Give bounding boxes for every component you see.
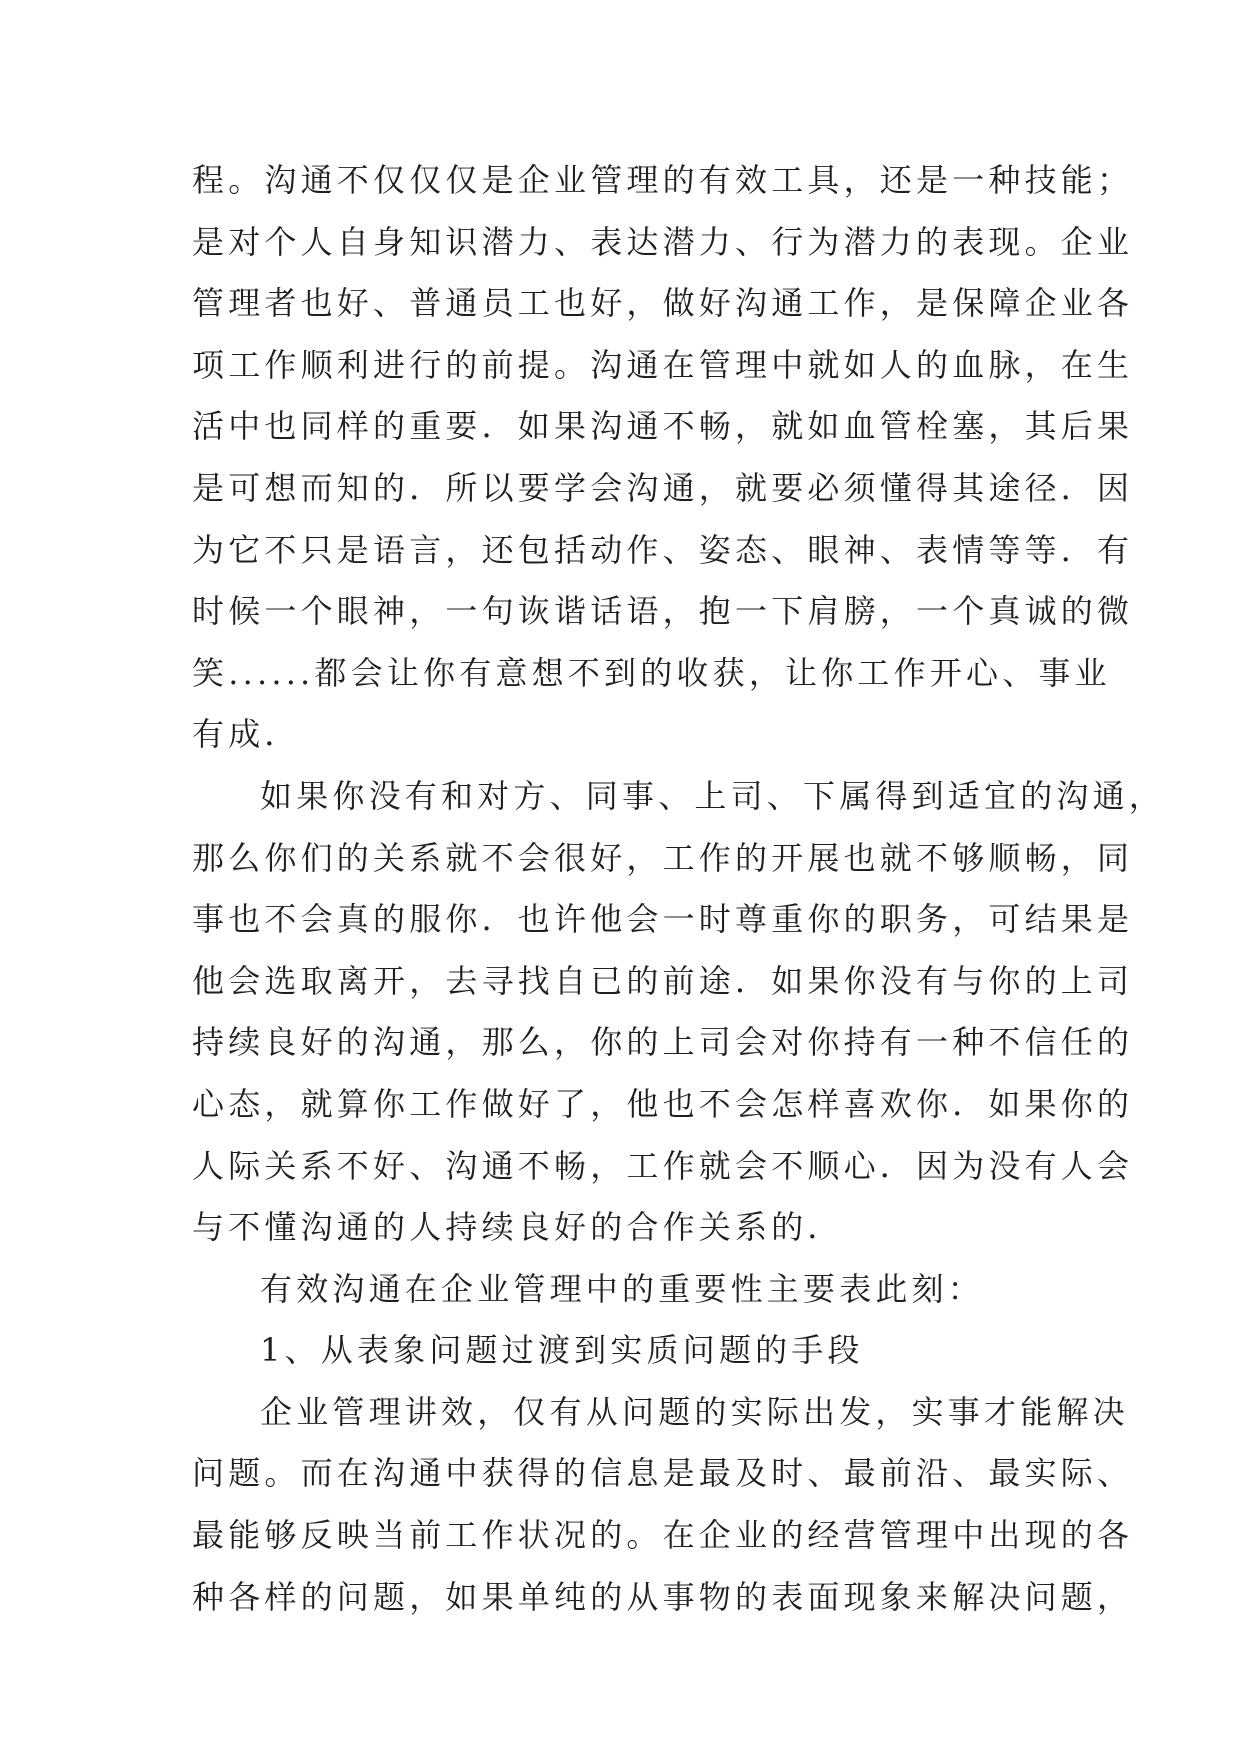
text-line: 那么你们的关系就不会很好，工作的开展也就不够顺畅，同: [192, 838, 1134, 877]
text-line: 与不懂沟通的人持续良好的合作关系的．: [192, 1208, 844, 1247]
text-line: 笑......都会让你有意想不到的收获，让你工作开心、事业: [192, 653, 1111, 692]
text-line: 持续良好的沟通，那么，你的上司会对你持有一种不信任的: [192, 1023, 1134, 1062]
body-text: [192, 150, 1166, 1628]
text-line: 种各样的问题，如果单纯的从事物的表面现象来解决问题，: [192, 1577, 1134, 1616]
paragraph-first-line: 如果你没有和对方、同事、上司、下属得到适宜的沟通，: [260, 776, 1166, 815]
text-line: 是对个人自身知识潜力、表达潜力、行为潜力的表现。企业: [192, 222, 1134, 261]
text-line: 为它不只是语言，还包括动作、姿态、眼神、表情等等．有: [192, 530, 1134, 569]
text-line: 管理者也好、普通员工也好，做好沟通工作，是保障企业各: [192, 284, 1134, 323]
paragraph-first-line: 企业管理讲效，仅有从问题的实际出发，实事才能解决: [260, 1392, 1129, 1431]
text-line: 项工作顺利进行的前提。沟通在管理中就如人的血脉，在生: [192, 345, 1134, 384]
paragraph-first-line: 有效沟通在企业管理中的重要性主要表此刻：: [260, 1269, 985, 1308]
text-line: 是可想而知的．所以要学会沟通，就要必须懂得其途径．因: [192, 468, 1134, 507]
text-line: 心态，就算你工作做好了，他也不会怎样喜欢你．如果你的: [192, 1084, 1134, 1123]
text-line: 时候一个眼神，一句诙谐话语，抱一下肩膀，一个真诚的微: [192, 592, 1134, 631]
text-line: 人际关系不好、沟通不畅，工作就会不顺心．因为没有人会: [192, 1146, 1134, 1185]
text-line: 活中也同样的重要．如果沟通不畅，就如血管栓塞，其后果: [192, 407, 1134, 446]
text-line: 最能够反映当前工作状况的。在企业的经营管理中出现的各: [192, 1516, 1134, 1555]
text-line: 有成．: [192, 715, 301, 754]
text-line: 事也不会真的服你．也许他会一时尊重你的职务，可结果是: [192, 900, 1134, 939]
text-line: 程。沟通不仅仅仅是企业管理的有效工具，还是一种技能；: [192, 161, 1134, 199]
text-line: 他会选取离开，去寻找自已的前途．如果你没有与你的上司: [192, 961, 1134, 1000]
section-heading: 1、从表象问题过渡到实质问题的手段: [260, 1331, 864, 1370]
text-line: 问题。而在沟通中获得的信息是最及时、最前沿、最实际、: [192, 1454, 1134, 1493]
